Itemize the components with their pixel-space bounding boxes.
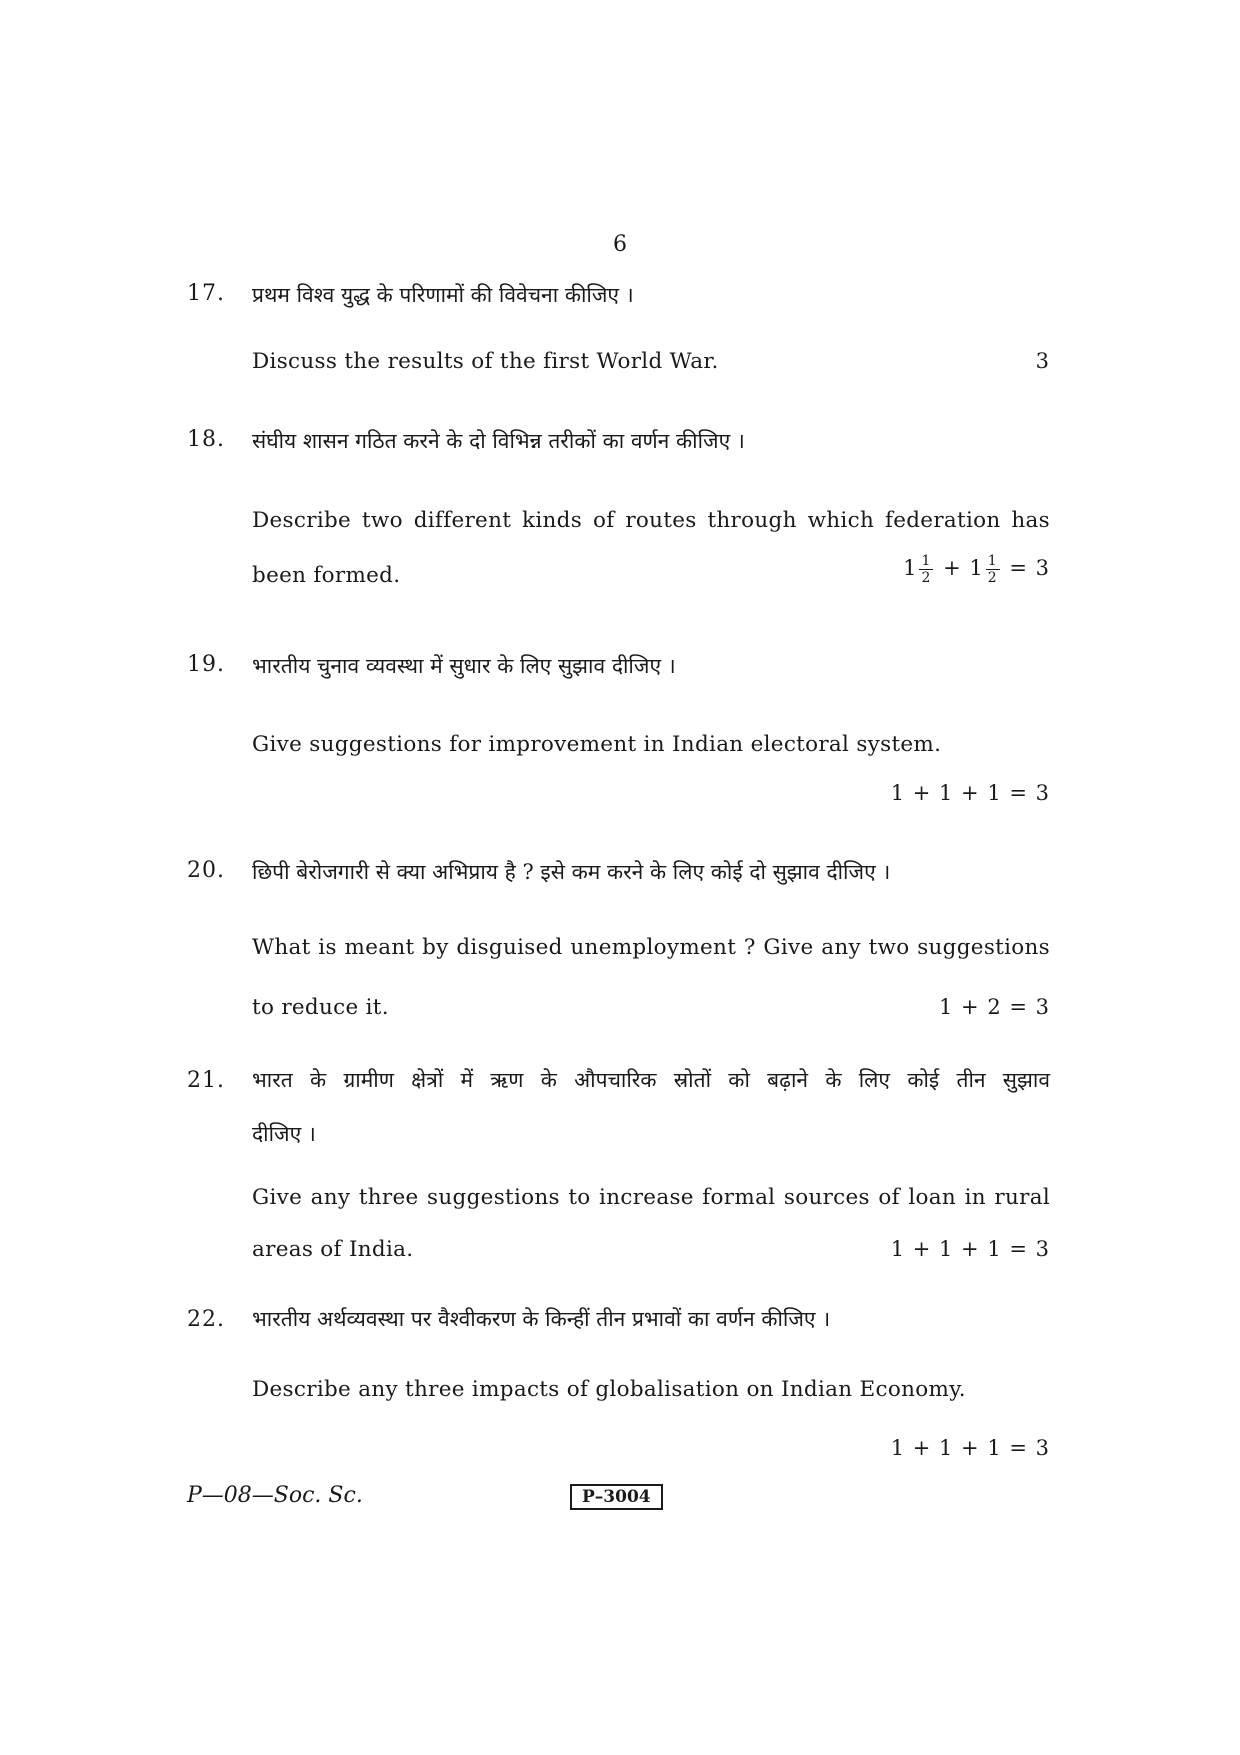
paper-label: P—08—Soc. Sc. [187,1483,363,1508]
question-17-marks: 3 [1035,349,1050,373]
marks-whole-2: 1 [969,556,984,580]
question-17-hindi: प्रथम विश्व युद्ध के परिणामों की विवेचना कीजिए । [252,283,634,307]
question-21-hindi-line2: दीजिए । [252,1122,316,1146]
question-21-marks: 1 + 1 + 1 = 3 [890,1237,1050,1261]
fraction-1-numerator: 1 [921,553,932,569]
question-20-english-line1: What is meant by disguised unemployment ? Give any two suggestions [252,935,1050,960]
question-22-hindi: भारतीय अर्थव्यवस्था पर वैश्वीकरण के किन्हीं तीन प्रभावों का वर्णन कीजिए । [252,1307,831,1331]
question-number-17: 17. [187,281,225,306]
question-19-english: Give suggestions for improvement in Indian electoral system. [252,732,942,757]
question-18-english-line1: Describe two different kinds of routes through which federation has [252,508,1050,533]
question-18-english-line2: been formed. [252,563,401,588]
fraction-1-denominator: 2 [921,570,932,586]
question-22-english: Describe any three impacts of globalisation on Indian Economy. [252,1377,966,1402]
marks-plus: + [943,556,962,580]
question-21-english-line2: areas of India. [252,1237,414,1262]
question-number-20: 20. [187,858,225,883]
page-number: 6 [613,232,627,257]
question-21-hindi-line1: भारत के ग्रामीण क्षेत्रों में ऋण के औपचारिक स्रोतों को बढ़ाने के लिए कोई तीन सुझाव [252,1068,1050,1092]
question-20-marks: 1 + 2 = 3 [939,995,1050,1019]
paper-code-box: P–3004 [570,1484,663,1510]
question-number-19: 19. [187,652,225,677]
question-19-marks: 1 + 1 + 1 = 3 [890,781,1050,805]
marks-whole-1: 1 [903,556,918,580]
question-number-18: 18. [187,427,225,452]
fraction-2-numerator: 1 [987,553,998,569]
question-22-marks: 1 + 1 + 1 = 3 [890,1436,1050,1460]
question-18-marks [903,553,1050,586]
question-17-english: Discuss the results of the first World War. [252,349,719,374]
fraction-1 [919,553,933,586]
question-20-english-line2: to reduce it. [252,995,389,1020]
fraction-2-denominator: 2 [987,570,998,586]
question-21-english-line1: Give any three suggestions to increase formal sources of loan in rural [252,1185,1050,1210]
question-20-hindi: छिपी बेरोजगारी से क्या अभिप्राय है ? इसे कम करने के लिए कोई दो सुझाव दीजिए । [252,860,891,884]
question-18-hindi: संघीय शासन गठित करने के दो विभिन्न तरीकों का वर्णन कीजिए । [252,429,745,453]
fraction-2 [986,553,1000,586]
question-number-21: 21. [187,1068,225,1093]
marks-total: = 3 [1009,556,1050,580]
question-19-hindi: भारतीय चुनाव व्यवस्था में सुधार के लिए सुझाव दीजिए । [252,654,676,678]
question-number-22: 22. [187,1307,225,1332]
